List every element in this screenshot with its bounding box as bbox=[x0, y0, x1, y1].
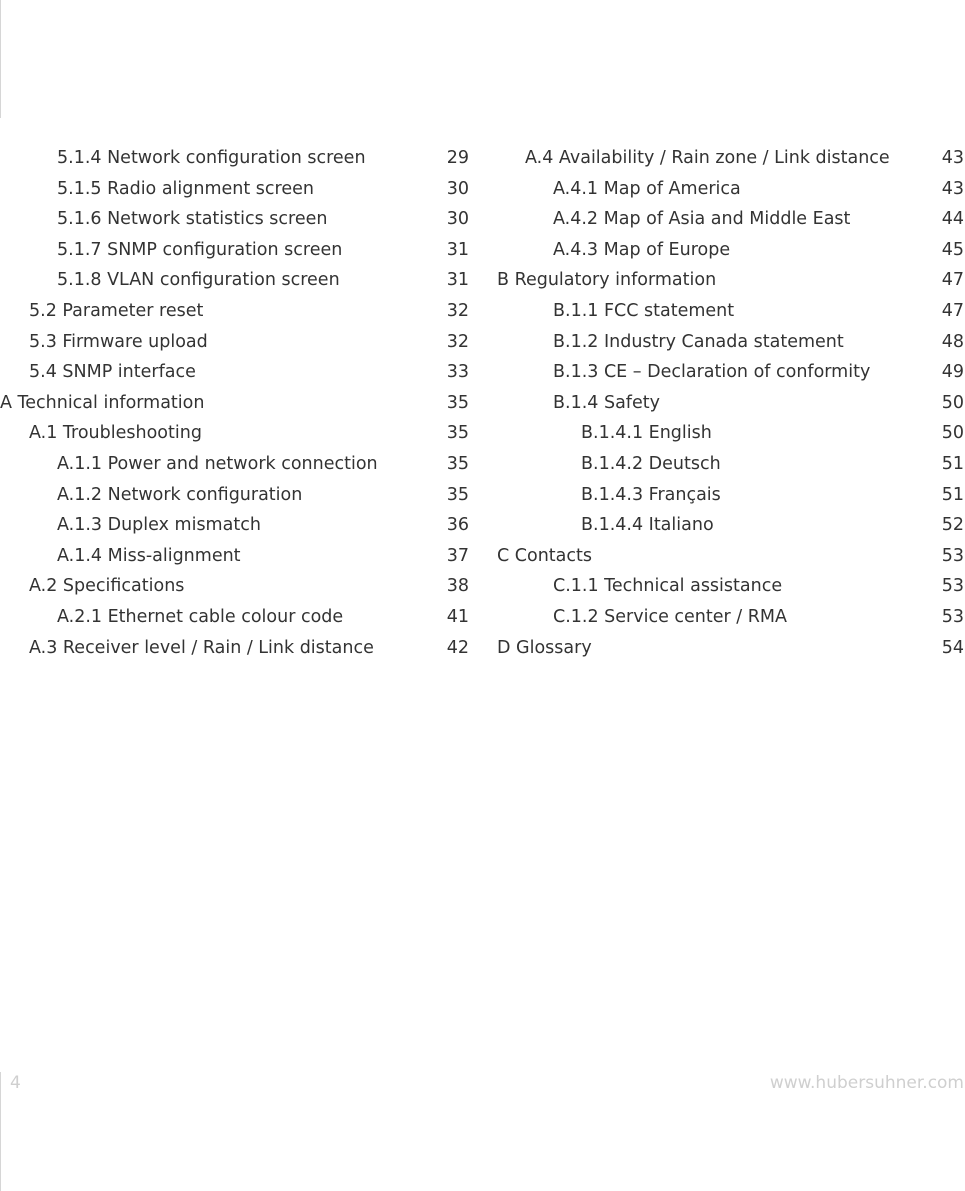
toc-entry[interactable] bbox=[497, 204, 964, 235]
toc-entry[interactable] bbox=[497, 235, 964, 266]
toc-entry-title: B.1.1 FCC statement bbox=[553, 300, 735, 321]
toc-entry-page: 35 bbox=[446, 453, 469, 474]
toc-entry-title: B.1.4.2 Deutsch bbox=[581, 453, 721, 474]
toc-entry-title: 5.1.5 Radio alignment screen bbox=[57, 178, 314, 199]
toc-entry-page: 44 bbox=[941, 209, 964, 230]
toc-entry-title: A.1.3 Duplex mismatch bbox=[57, 515, 261, 536]
toc-entry-title: A.2 Specifications bbox=[29, 576, 185, 597]
toc-entry-title: A.1.2 Network configuration bbox=[57, 484, 303, 505]
toc-entry-page: 30 bbox=[446, 209, 469, 230]
toc-entry-page: 35 bbox=[446, 484, 469, 505]
toc-entry-title: B.1.2 Industry Canada statement bbox=[553, 331, 844, 352]
toc-entry-page: 53 bbox=[941, 545, 964, 566]
toc-entry-title: 5.3 Firmware upload bbox=[29, 331, 208, 352]
toc-entry-title: A.4 Availability / Rain zone / Link distance bbox=[525, 148, 890, 168]
toc-entry-page: 33 bbox=[446, 362, 469, 383]
toc-entry-page: 35 bbox=[446, 423, 469, 444]
toc-entry[interactable] bbox=[497, 449, 964, 480]
toc-entry-title: A.3 Receiver level / Rain / Link distance bbox=[29, 637, 374, 658]
toc-entry-title: D Glossary bbox=[497, 637, 592, 658]
toc-entry[interactable] bbox=[497, 633, 964, 664]
toc-entry[interactable] bbox=[0, 388, 469, 419]
toc-entry-title: B.1.4.4 Italiano bbox=[581, 515, 714, 536]
toc-entry[interactable] bbox=[497, 510, 964, 541]
toc-entry-page: 51 bbox=[941, 484, 964, 505]
toc-entry[interactable] bbox=[0, 571, 469, 602]
toc-entry-page: 43 bbox=[941, 178, 964, 199]
toc-entry-page: 41 bbox=[446, 606, 469, 627]
toc-entry[interactable] bbox=[497, 357, 964, 388]
toc-entry-page: 38 bbox=[446, 576, 469, 597]
toc-entry-title: A.1.1 Power and network connection bbox=[57, 453, 378, 474]
toc-entry-page: 42 bbox=[446, 637, 469, 658]
toc-entry-page: 54 bbox=[941, 637, 964, 658]
footer-url: www.hubersuhner.com bbox=[769, 1073, 964, 1093]
toc-entry[interactable] bbox=[0, 633, 469, 664]
toc-entry-title: A Technical information bbox=[0, 392, 205, 413]
toc-entry-page: 32 bbox=[446, 300, 469, 321]
toc-entry-title: 5.1.4 Network configuration screen bbox=[57, 148, 366, 168]
toc-entry[interactable] bbox=[497, 602, 964, 633]
toc-entry[interactable] bbox=[497, 265, 964, 296]
toc-entry-page: 30 bbox=[446, 178, 469, 199]
toc-entry-title: B Regulatory information bbox=[497, 270, 717, 291]
toc-entry-title: C Contacts bbox=[497, 545, 592, 566]
toc-entry-title: B.1.3 CE – Declaration of conformity bbox=[553, 362, 871, 383]
toc-entry-page: 31 bbox=[446, 239, 469, 260]
toc-entry[interactable] bbox=[497, 143, 964, 174]
toc-entry-page: 37 bbox=[446, 545, 469, 566]
toc-entry[interactable] bbox=[0, 143, 469, 174]
toc-entry-title: A.1 Troubleshooting bbox=[29, 423, 202, 444]
toc-entry-page: 53 bbox=[941, 576, 964, 597]
toc-entry[interactable] bbox=[497, 571, 964, 602]
toc-entry[interactable] bbox=[0, 235, 469, 266]
toc-entry-title: A.4.1 Map of America bbox=[553, 178, 741, 199]
footer-page-number: 4 bbox=[10, 1073, 21, 1093]
toc-entry[interactable] bbox=[497, 388, 964, 419]
toc-entry[interactable] bbox=[0, 327, 469, 358]
toc-entry-title: B.1.4.3 Français bbox=[581, 484, 721, 505]
toc-entry-page: 47 bbox=[941, 270, 964, 291]
margin-rule-top bbox=[0, 0, 1, 118]
toc-entry[interactable] bbox=[0, 602, 469, 633]
toc-entry[interactable] bbox=[0, 449, 469, 480]
toc-entry-title: 5.2 Parameter reset bbox=[29, 300, 204, 321]
toc-entry-page: 35 bbox=[446, 392, 469, 413]
toc-entry[interactable] bbox=[497, 480, 964, 511]
toc-entry-page: 53 bbox=[941, 606, 964, 627]
toc-entry-page: 47 bbox=[941, 300, 964, 321]
toc-entry-title: 5.4 SNMP interface bbox=[29, 362, 196, 383]
toc-entry[interactable] bbox=[497, 327, 964, 358]
toc-entry-title: 5.1.6 Network statistics screen bbox=[57, 209, 328, 230]
toc-entry[interactable] bbox=[0, 510, 469, 541]
toc-entry-title: B.1.4.1 English bbox=[581, 423, 712, 444]
toc-entry-page: 29 bbox=[446, 148, 469, 168]
toc-entry-title: C.1.1 Technical assistance bbox=[553, 576, 783, 597]
toc-entry-title: A.4.3 Map of Europe bbox=[553, 239, 731, 260]
toc-entry-page: 49 bbox=[941, 362, 964, 383]
toc-entry-page: 31 bbox=[446, 270, 469, 291]
toc-entry[interactable] bbox=[0, 418, 469, 449]
toc-entry-page: 50 bbox=[941, 423, 964, 444]
margin-rule-bottom bbox=[0, 1072, 1, 1191]
toc-entry-title: 5.1.8 VLAN configuration screen bbox=[57, 270, 340, 291]
toc-entry-page: 50 bbox=[941, 392, 964, 413]
toc-entry[interactable] bbox=[497, 418, 964, 449]
toc-entry-page: 36 bbox=[446, 515, 469, 536]
toc-entry-page: 51 bbox=[941, 453, 964, 474]
toc-entry-page: 48 bbox=[941, 331, 964, 352]
toc-entry[interactable] bbox=[497, 541, 964, 572]
toc-entry[interactable] bbox=[497, 174, 964, 205]
toc-column-right bbox=[497, 143, 964, 663]
toc-entry-title: B.1.4 Safety bbox=[553, 392, 660, 413]
toc-entry-title: A.1.4 Miss-alignment bbox=[57, 545, 241, 566]
toc-entry[interactable] bbox=[0, 296, 469, 327]
toc-entry-page: 45 bbox=[941, 239, 964, 260]
toc-entry[interactable] bbox=[0, 265, 469, 296]
toc-entry[interactable] bbox=[0, 204, 469, 235]
toc-entry[interactable] bbox=[0, 357, 469, 388]
toc-entry-title: C.1.2 Service center / RMA bbox=[553, 606, 787, 627]
toc-column-left bbox=[0, 143, 469, 663]
toc-entry-title: 5.1.7 SNMP configuration screen bbox=[57, 239, 343, 260]
toc-entry-page: 52 bbox=[941, 515, 964, 536]
toc-entry-page: 32 bbox=[446, 331, 469, 352]
toc-entry[interactable] bbox=[0, 541, 469, 572]
toc-entry[interactable] bbox=[0, 174, 469, 205]
toc-entry[interactable] bbox=[0, 480, 469, 511]
toc-entry-title: A.2.1 Ethernet cable colour code bbox=[57, 606, 344, 627]
toc-entry-title: A.4.2 Map of Asia and Middle East bbox=[553, 209, 851, 230]
toc-entry-page: 43 bbox=[941, 148, 964, 168]
toc-entry[interactable] bbox=[497, 296, 964, 327]
